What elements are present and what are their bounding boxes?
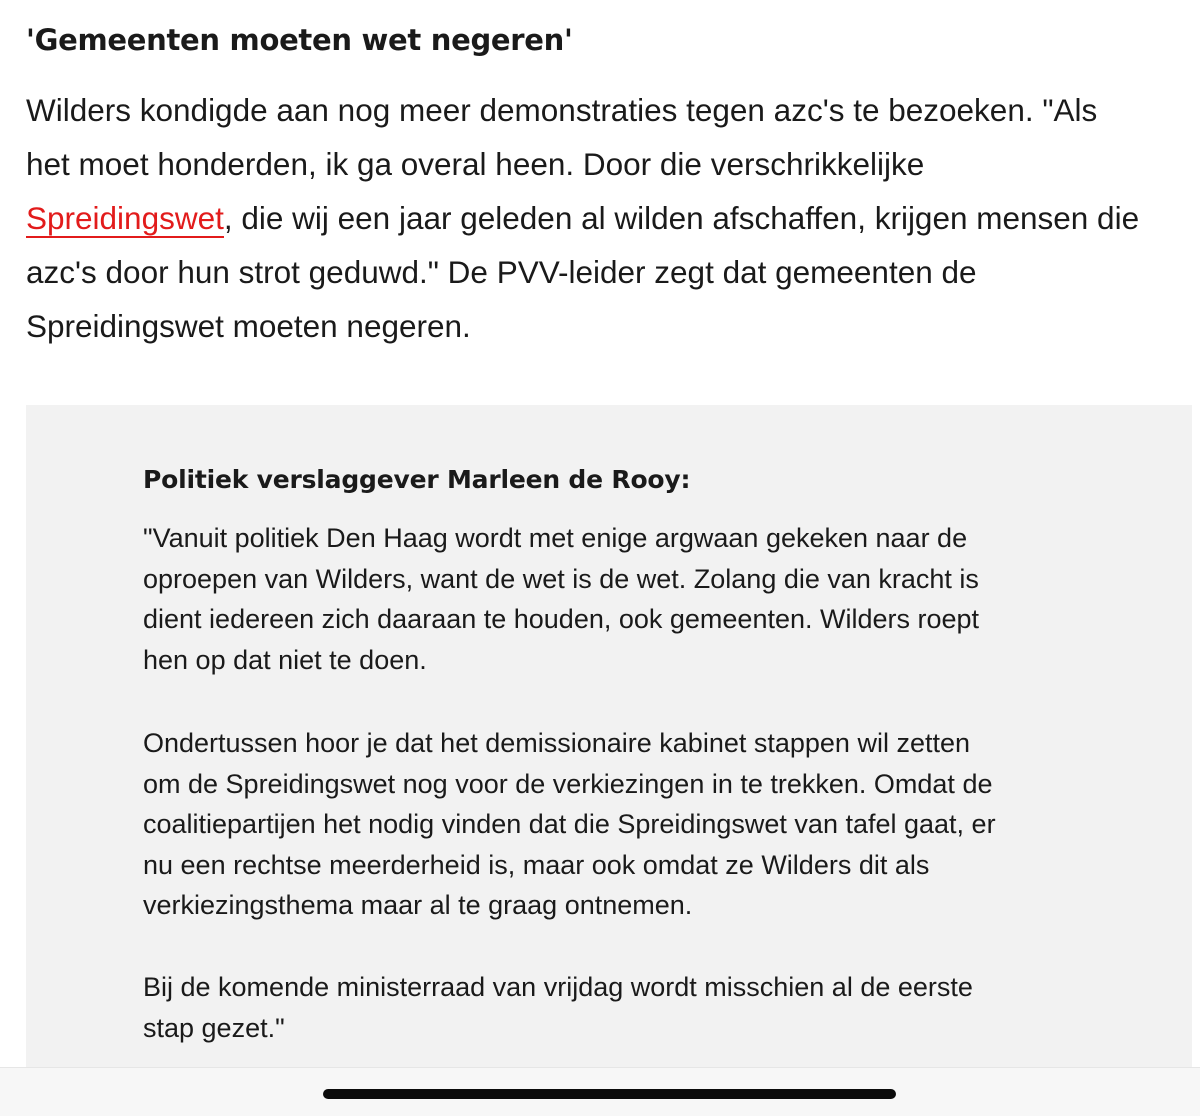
home-indicator[interactable] xyxy=(323,1089,896,1099)
article-heading: 'Gemeenten moeten wet negeren' xyxy=(26,23,573,57)
quote-line: hen op dat niet te doen. xyxy=(143,644,427,675)
bottom-bar xyxy=(0,1067,1200,1116)
quote-line: "Vanuit politiek Den Haag wordt met enige argwaan gekeken naar de xyxy=(143,523,968,553)
quote-line: om de Spreidingswet nog voor de verkiezingen in te trekken. Omdat de xyxy=(143,768,993,799)
quote-paragraph-2 xyxy=(143,723,1183,926)
paragraph-line: azc's door hun strot geduwd." De PVV-leider zegt dat gemeenten de xyxy=(26,254,977,290)
paragraph-line: Wilders kondigde aan nog meer demonstraties tegen azc's te bezoeken. "Als xyxy=(26,92,1098,128)
quote-line: coalitiepartijen het nodig vinden dat die Spreidingswet van tafel gaat, er xyxy=(143,809,996,839)
paragraph-line: Spreidingswet moeten negeren. xyxy=(26,308,471,344)
quote-paragraph-1 xyxy=(143,518,1183,680)
quote-line: verkiezingsthema maar al te graag ontnemen. xyxy=(143,890,693,920)
spreidingswet-link[interactable]: Spreidingswet xyxy=(26,200,224,236)
quote-line: nu een rechtse meerderheid is, maar ook omdat ze Wilders dit als xyxy=(143,849,930,880)
quote-paragraph-3 xyxy=(143,967,1183,1048)
quote-line: Ondertussen hoor je dat het demissionaire kabinet stappen wil zetten xyxy=(143,728,970,758)
quote-box xyxy=(26,405,1192,1116)
paragraph-text: , die wij een jaar geleden al wilden afschaffen, krijgen mensen die xyxy=(223,200,1140,236)
paragraph-line: het moet honderden, ik ga overal heen. Door die verschrikkelijke xyxy=(26,146,925,182)
quote-line: stap gezet." xyxy=(143,1012,285,1043)
quote-author: Politiek verslaggever Marleen de Rooy: xyxy=(143,465,691,494)
quote-line: oproepen van Wilders, want de wet is de wet. Zolang die van kracht is xyxy=(143,563,979,594)
paragraph-line xyxy=(26,191,1198,245)
quote-line: dient iedereen zich daaraan te houden, ook gemeenten. Wilders roept xyxy=(143,604,980,634)
article-paragraph xyxy=(26,83,1198,353)
quote-line: Bij de komende ministerraad van vrijdag wordt misschien al de eerste xyxy=(143,972,973,1002)
